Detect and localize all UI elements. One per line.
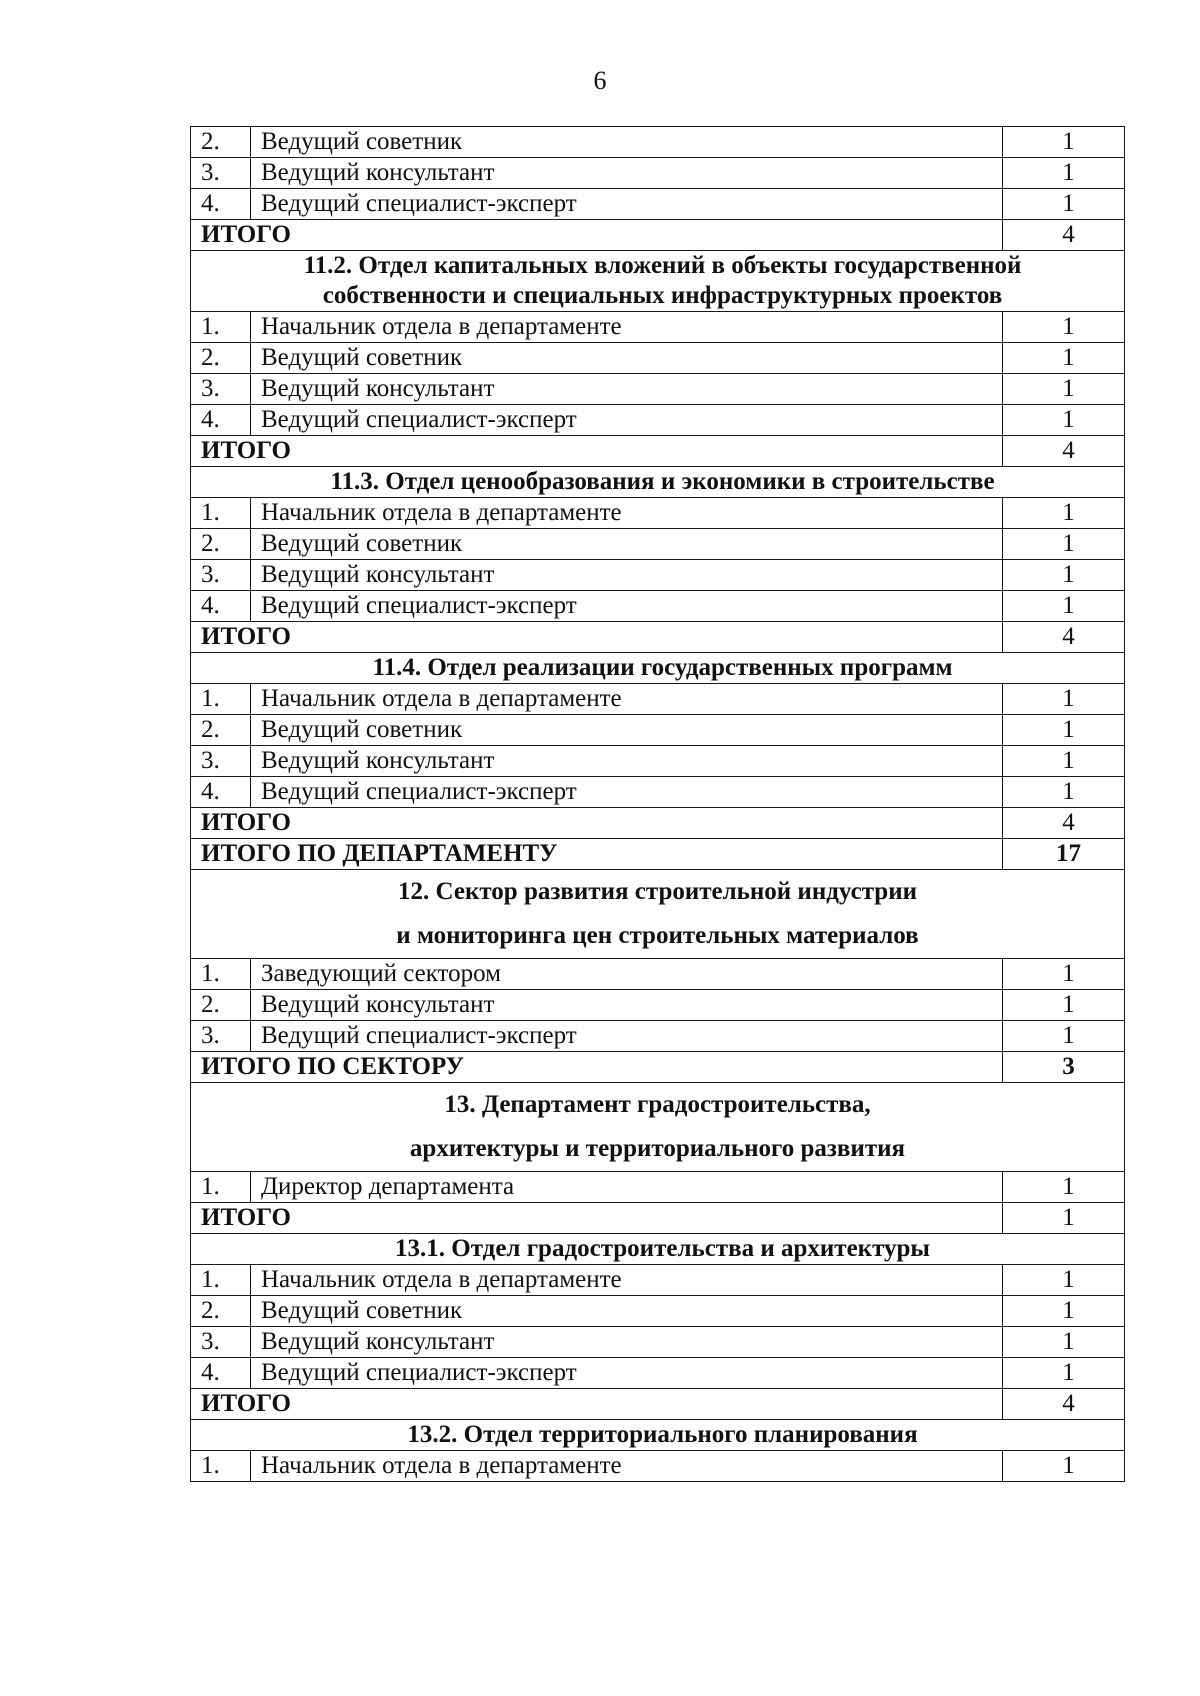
section-heading-line: 13.1. Отдел градостроительства и архитектуры <box>395 1235 930 1262</box>
row-number: 1. <box>191 1265 251 1296</box>
position-title: Ведущий консультант <box>251 990 1003 1021</box>
row-number: 1. <box>191 498 251 529</box>
total-row <box>191 1389 1125 1420</box>
total-label: ИТОГО <box>191 1203 1003 1234</box>
row-number: 1. <box>191 1451 251 1482</box>
position-title: Ведущий специалист-эксперт <box>251 591 1003 622</box>
position-title: Ведущий консультант <box>251 746 1003 777</box>
table-row <box>191 684 1125 715</box>
table-row <box>191 959 1125 990</box>
total-label: ИТОГО <box>191 436 1003 467</box>
section-heading-row <box>191 1420 1125 1451</box>
total-row <box>191 1052 1125 1083</box>
table-row <box>191 343 1125 374</box>
position-title: Начальник отдела в департаменте <box>251 1451 1003 1482</box>
total-label: ИТОГО <box>191 220 1003 251</box>
row-number: 2. <box>191 127 251 158</box>
section-heading-line: 12. Сектор развития строительной индустрии <box>397 878 918 905</box>
total-label: ИТОГО <box>191 622 1003 653</box>
position-count: 1 <box>1003 158 1125 189</box>
row-number: 2. <box>191 1296 251 1327</box>
total-label: ИТОГО ПО СЕКТОРУ <box>191 1052 1003 1083</box>
staffing-table-body <box>191 127 1125 1482</box>
table-row <box>191 1451 1125 1482</box>
section-heading <box>191 251 1125 312</box>
section-heading-line: 13.2. Отдел территориального планирования <box>407 1421 918 1448</box>
table-row <box>191 1172 1125 1203</box>
section-heading-row <box>191 467 1125 498</box>
total-count: 4 <box>1003 808 1125 839</box>
row-number: 3. <box>191 1021 251 1052</box>
table-row <box>191 715 1125 746</box>
section-heading-row <box>191 653 1125 684</box>
row-number: 3. <box>191 746 251 777</box>
position-count: 1 <box>1003 715 1125 746</box>
total-row <box>191 1203 1125 1234</box>
section-heading <box>191 1420 1125 1451</box>
table-row <box>191 746 1125 777</box>
position-count: 1 <box>1003 1265 1125 1296</box>
page-number: 6 <box>593 66 607 95</box>
position-title: Начальник отдела в департаменте <box>251 1265 1003 1296</box>
row-number: 2. <box>191 990 251 1021</box>
row-number: 3. <box>191 1327 251 1358</box>
position-count: 1 <box>1003 1327 1125 1358</box>
row-number: 1. <box>191 959 251 990</box>
section-heading <box>191 870 1125 959</box>
table-row <box>191 498 1125 529</box>
table-row <box>191 990 1125 1021</box>
position-count: 1 <box>1003 529 1125 560</box>
position-title: Ведущий специалист-эксперт <box>251 777 1003 808</box>
table-row <box>191 158 1125 189</box>
row-number: 4. <box>191 777 251 808</box>
table-row <box>191 1327 1125 1358</box>
position-count: 1 <box>1003 343 1125 374</box>
position-count: 1 <box>1003 684 1125 715</box>
position-title: Ведущий специалист-эксперт <box>251 189 1003 220</box>
row-number: 2. <box>191 343 251 374</box>
position-title: Ведущий советник <box>251 1296 1003 1327</box>
position-count: 1 <box>1003 1451 1125 1482</box>
total-count: 4 <box>1003 622 1125 653</box>
row-number: 1. <box>191 312 251 343</box>
position-title: Начальник отдела в департаменте <box>251 312 1003 343</box>
total-label: ИТОГО <box>191 808 1003 839</box>
total-row <box>191 220 1125 251</box>
position-title: Ведущий советник <box>251 127 1003 158</box>
position-count: 1 <box>1003 1358 1125 1389</box>
row-number: 3. <box>191 374 251 405</box>
row-number: 4. <box>191 591 251 622</box>
section-heading <box>191 1234 1125 1265</box>
section-heading-line: 13. Департамент градостроительства, <box>444 1091 871 1118</box>
section-heading <box>191 467 1125 498</box>
position-count: 1 <box>1003 405 1125 436</box>
row-number: 4. <box>191 189 251 220</box>
section-heading-row <box>191 251 1125 312</box>
row-number: 2. <box>191 529 251 560</box>
position-title: Ведущий консультант <box>251 374 1003 405</box>
table-row <box>191 1021 1125 1052</box>
section-heading-line: архитектуры и территориального развития <box>409 1135 906 1162</box>
position-title: Ведущий советник <box>251 529 1003 560</box>
table-row <box>191 777 1125 808</box>
table-row <box>191 312 1125 343</box>
position-title: Ведущий консультант <box>251 560 1003 591</box>
row-number: 2. <box>191 715 251 746</box>
total-row <box>191 808 1125 839</box>
position-title: Ведущий советник <box>251 343 1003 374</box>
section-heading-row <box>191 1234 1125 1265</box>
position-title: Заведующий сектором <box>251 959 1003 990</box>
row-number: 4. <box>191 405 251 436</box>
table-row <box>191 189 1125 220</box>
position-title: Начальник отдела в департаменте <box>251 498 1003 529</box>
section-heading-line: 11.3. Отдел ценообразования и экономики в строительстве <box>330 468 995 495</box>
total-count: 1 <box>1003 1203 1125 1234</box>
total-row <box>191 839 1125 870</box>
position-title: Ведущий консультант <box>251 1327 1003 1358</box>
table-row <box>191 405 1125 436</box>
position-count: 1 <box>1003 560 1125 591</box>
position-title: Ведущий специалист-эксперт <box>251 405 1003 436</box>
total-count: 3 <box>1003 1052 1125 1083</box>
position-count: 1 <box>1003 498 1125 529</box>
table-row <box>191 529 1125 560</box>
table-row <box>191 560 1125 591</box>
row-number: 3. <box>191 158 251 189</box>
position-title: Ведущий советник <box>251 715 1003 746</box>
row-number: 1. <box>191 1172 251 1203</box>
position-count: 1 <box>1003 591 1125 622</box>
position-title: Ведущий консультант <box>251 158 1003 189</box>
table-row <box>191 374 1125 405</box>
position-count: 1 <box>1003 1172 1125 1203</box>
table-row <box>191 1296 1125 1327</box>
position-count: 1 <box>1003 959 1125 990</box>
table-row <box>191 1358 1125 1389</box>
total-count: 17 <box>1003 839 1125 870</box>
row-number: 4. <box>191 1358 251 1389</box>
row-number: 1. <box>191 684 251 715</box>
total-count: 4 <box>1003 1389 1125 1420</box>
table-row <box>191 591 1125 622</box>
position-title: Директор департамента <box>251 1172 1003 1203</box>
position-count: 1 <box>1003 127 1125 158</box>
section-heading-row <box>191 1083 1125 1172</box>
total-label: ИТОГО ПО ДЕПАРТАМЕНТУ <box>191 839 1003 870</box>
table-row <box>191 1265 1125 1296</box>
position-count: 1 <box>1003 189 1125 220</box>
position-count: 1 <box>1003 312 1125 343</box>
section-heading-line: 11.2. Отдел капитальных вложений в объекты государственной <box>303 252 1022 279</box>
position-count: 1 <box>1003 1296 1125 1327</box>
section-heading-line: собственности и специальных инфраструктурных проектов <box>322 282 1003 309</box>
section-heading-line: 11.4. Отдел реализации государственных программ <box>372 654 953 681</box>
row-number: 3. <box>191 560 251 591</box>
position-count: 1 <box>1003 777 1125 808</box>
position-title: Ведущий специалист-эксперт <box>251 1358 1003 1389</box>
position-count: 1 <box>1003 746 1125 777</box>
section-heading-row <box>191 870 1125 959</box>
section-heading <box>191 653 1125 684</box>
table-row <box>191 127 1125 158</box>
staffing-table <box>190 126 1125 1482</box>
total-label: ИТОГО <box>191 1389 1003 1420</box>
total-row <box>191 622 1125 653</box>
total-count: 4 <box>1003 436 1125 467</box>
position-count: 1 <box>1003 1021 1125 1052</box>
position-title: Начальник отдела в департаменте <box>251 684 1003 715</box>
total-count: 4 <box>1003 220 1125 251</box>
section-heading <box>191 1083 1125 1172</box>
position-count: 1 <box>1003 374 1125 405</box>
position-title: Ведущий специалист-эксперт <box>251 1021 1003 1052</box>
position-count: 1 <box>1003 990 1125 1021</box>
total-row <box>191 436 1125 467</box>
section-heading-line: и мониторинга цен строительных материалов <box>396 922 919 949</box>
